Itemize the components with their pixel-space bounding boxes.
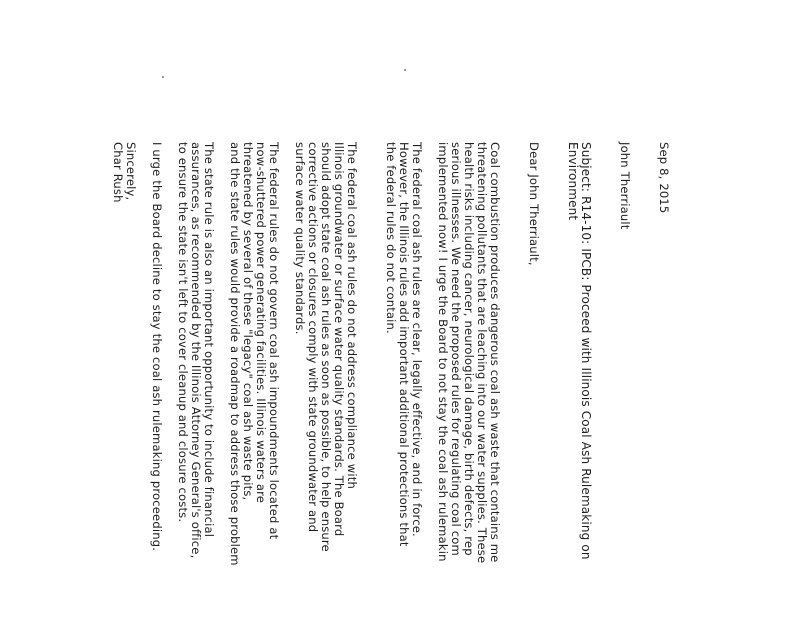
letter-paragraph-5 (176, 142, 215, 612)
paragraph-line: The federal rules do not govern coal ash impoundments located at (267, 142, 281, 540)
paragraph-line: should adopt state coal ash rules as soon as possible, to help ensure (319, 142, 333, 552)
paragraph-line: assurances, as recommended by the Illinois Attorney General's office, (189, 142, 203, 559)
scan-speck (162, 76, 164, 78)
paragraph-line: The state rule is also an important opportunity to include financial (202, 142, 216, 538)
letter-subject-line-1: Subject: R14-10: IPCB: Proceed with Illinois Coal Ash Rulemaking on (579, 142, 593, 560)
paragraph-line: now-shuttered power generating facilities. Illinois waters are (254, 142, 268, 504)
paragraph-line: Coal combustion produces dangerous coal ash waste that contains me (488, 142, 502, 563)
letter-recipient: John Therriault (618, 142, 632, 230)
letter-salutation: Dear John Therriault, (527, 142, 541, 266)
paragraph-line: corrective actions or closures comply with state groundwater and (306, 142, 320, 533)
letter-paragraph-2 (384, 142, 423, 612)
letter-paragraph-1 (436, 142, 501, 612)
paragraph-line: The federal coal ash rules do not address compliance with (345, 142, 359, 489)
paragraph-line: to ensure the state isn't left to cover cleanup and closure costs. (176, 142, 190, 523)
paragraph-line: implemented now! I urge the Board to not stay the coal ash rulemakin (436, 142, 450, 562)
paragraph-line: threatened by several of these "legacy" coal ash waste pits, (241, 142, 255, 501)
letter-signature: Char Rush (111, 142, 125, 203)
letter-paragraph-6 (150, 142, 163, 612)
paragraph-line: health risks including cancer, neurological damage, birth defects, rep (462, 142, 476, 556)
paragraph-line: surface water quality standards. (293, 142, 307, 335)
letter-date: Sep 8, 2015 (657, 142, 671, 214)
paragraph-line: However, the Illinois rules add important additional protections that (397, 142, 411, 547)
paragraph-line: The federal coal ash rules are clear, legally effective, and in force. (410, 142, 424, 537)
paragraph-line: the federal rules do not contain. (384, 142, 398, 334)
letter-document (111, 142, 671, 612)
paragraph-line: I urge the Board decline to stay the coal ash rulemaking proceeding. (150, 142, 164, 552)
scan-speck (404, 69, 406, 71)
paragraph-line: serious illnesses. We need the proposed rules for regulating coal com (449, 142, 463, 556)
paragraph-line: threatening pollutants that are leaching into our water supplies. These (475, 142, 489, 564)
paragraph-line: Illinois groundwater or surface water quality standards. The Board (332, 142, 346, 537)
letter-subject-line-2: Environment (566, 142, 580, 221)
letter-closing: Sincerely, (124, 142, 138, 201)
letter-paragraph-3 (293, 142, 358, 612)
paragraph-line: and the state rules would provide a roadmap to address those problem (228, 142, 242, 566)
letter-paragraph-4 (228, 142, 280, 612)
